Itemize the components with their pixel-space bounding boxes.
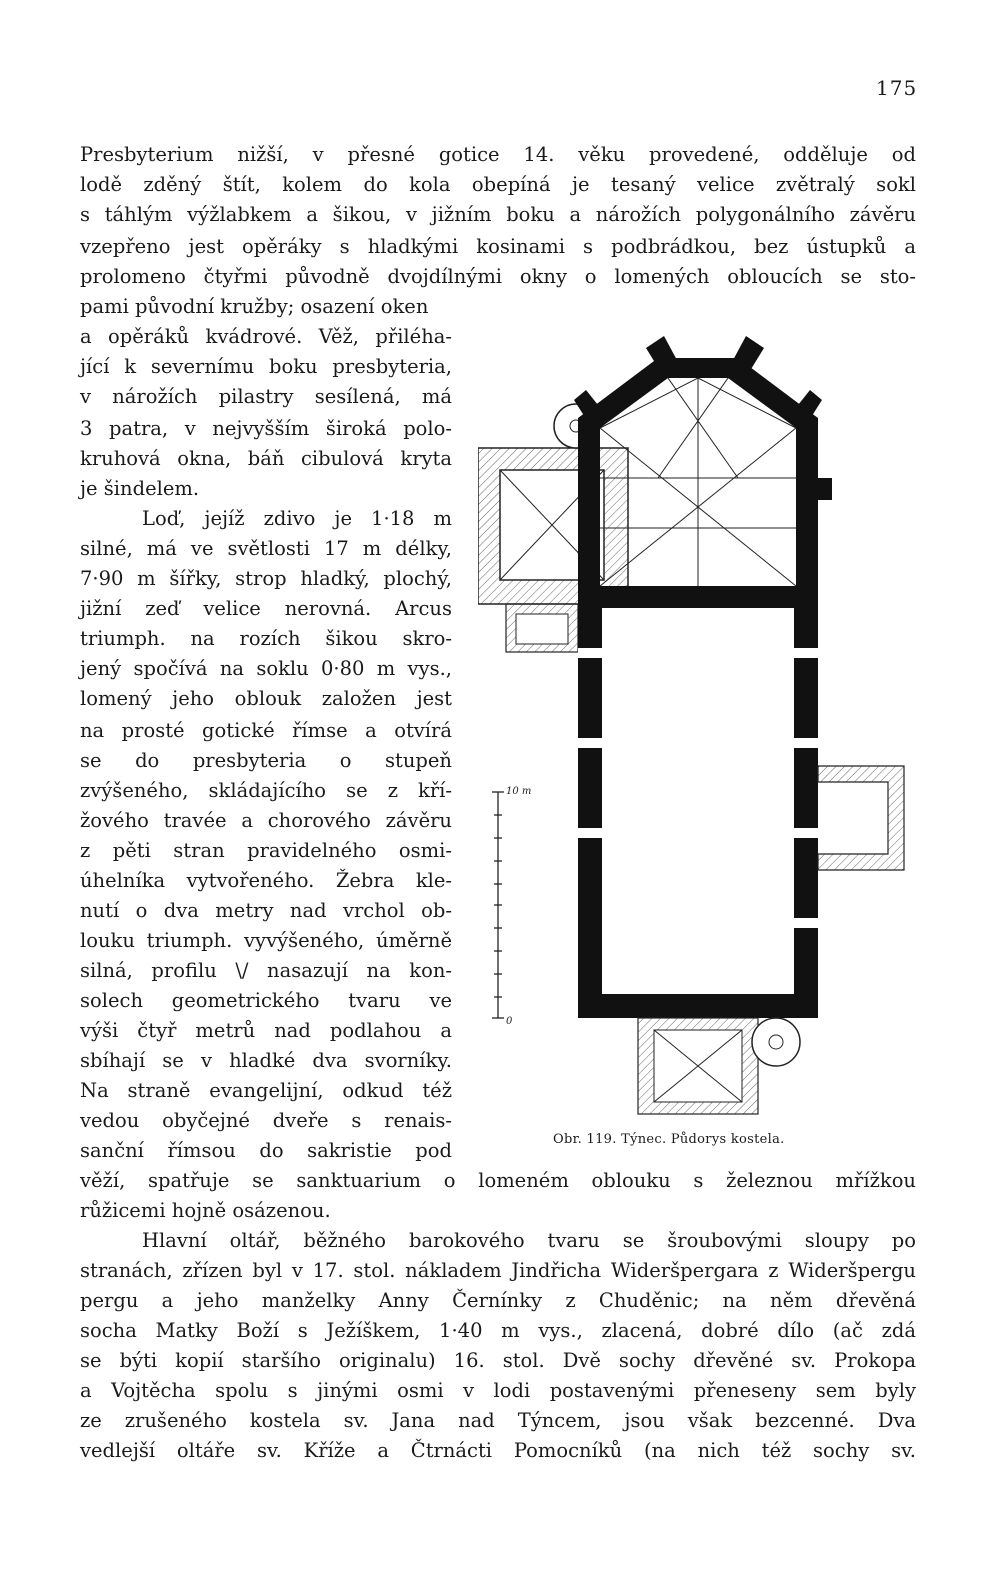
text-line: v nárožích pilastry sesílená, má: [80, 385, 452, 408]
text-line: vedou obyčejné dveře s renais-: [80, 1109, 452, 1132]
text-line: socha Matky Boží s Ježíškem, 1·40 m vys., zlacená, dobré dílo (ač zdá: [80, 1319, 916, 1342]
buttress: [818, 478, 832, 500]
figure-caption: Obr. 119. Týnec. Půdorys kostela.: [553, 1132, 785, 1147]
text-line: věží, spatřuje se sanktuarium o lomeném oblouku s železnou mřížkou: [80, 1169, 916, 1192]
text-line: vedlejší oltáře sv. Kříže a Čtrnácti Pomocníků (na nich též sochy sv.: [80, 1439, 916, 1462]
text-line: se býti kopií staršího originalu) 16. stol. Dvě sochy dřevěné sv. Prokopa: [80, 1349, 916, 1372]
text-line: nutí o dva metry nad vrchol ob-: [80, 899, 452, 922]
text-line: se do presbyteria o stupeň: [80, 749, 452, 772]
text-line: sbíhají se v hladké dva svorníky.: [80, 1049, 452, 1072]
church-floor-plan: [478, 318, 914, 1124]
vault-ribs: [600, 378, 796, 586]
text-line: silná, profilu \/ nasazují na kon-: [80, 959, 452, 982]
text-line: s táhlým výžlabkem a šikou, v jižním boku a nárožích polygonálního závěru: [80, 203, 916, 226]
text-line: 3 patra, v nejvyšším široká polo-: [80, 417, 452, 440]
text-line: růžicemi hojně osázenou.: [80, 1199, 331, 1222]
nave-windows: [578, 648, 818, 928]
text-line: Na straně evangelijní, odkud též: [80, 1079, 452, 1102]
nave-walls: [578, 586, 818, 1018]
text-line: kruhová okna, báň cibulová kryta: [80, 447, 452, 470]
text-line: úhelníka vytvořeného. Žebra kle-: [80, 869, 452, 892]
page-number: 175: [876, 76, 918, 100]
text-line: jižní zeď velice nerovná. Arcus: [80, 597, 452, 620]
text-line: zvýšeného, skládajícího se z kří-: [80, 779, 452, 802]
south-porch: [818, 766, 904, 870]
scale-label-bottom: 0: [506, 1016, 513, 1027]
scale-label-top: 10 m: [506, 786, 532, 797]
text-line: stranách, zřízen byl v 17. stol. nákladem Jindřicha Wideršpergara z Wideršpergu: [80, 1259, 916, 1282]
text-line: louku triumph. vyvýšeného, úměrně: [80, 929, 452, 952]
text-line: jený spočívá na soklu 0·80 m vys.,: [80, 657, 452, 680]
text-line: a opěráků kvádrové. Věž, přiléha-: [80, 325, 452, 348]
text-line: pergu a jeho manželky Anny Černínky z Chuděnic; na něm dřevěná: [80, 1289, 916, 1312]
text-line: lodě zděný štít, kolem do kola obepíná je tesaný velice zvětralý sokl: [80, 173, 916, 196]
text-line: sanční římsou do sakristie pod: [80, 1139, 452, 1162]
text-line: lomený jeho oblouk založen jest: [80, 687, 452, 710]
text-line: vzepřeno jest opěráky s hladkými kosinami s podbrádkou, bez ústupků a: [80, 235, 916, 258]
west-stair: [752, 1018, 800, 1066]
text-line: prolomeno čtyřmi původně dvojdílnými okny o lomených obloucích se sto-: [80, 265, 916, 288]
text-line: triumph. na rozích šikou skro-: [80, 627, 452, 650]
text-line: na prosté gotické římse a otvírá: [80, 719, 452, 742]
text-line: výši čtyř metrů nad podlahou a: [80, 1019, 452, 1042]
text-line: je šindelem.: [80, 477, 200, 500]
text-line: Presbyterium nižší, v přesné gotice 14. věku provedené, odděluje od: [80, 143, 916, 166]
text-line: žového travée a chorového závěru: [80, 809, 452, 832]
text-line: Loď, jejíž zdivo je 1·18 m: [142, 507, 452, 530]
text-line: Hlavní oltář, běžného barokového tvaru se šroubovými sloupy po: [142, 1229, 916, 1252]
text-line: a Vojtěcha spolu s jinými osmi v lodi postavenými přeneseny sem byly: [80, 1379, 916, 1402]
text-line: ze zrušeného kostela sv. Jana nad Týncem, jsou však bezcenné. Dva: [80, 1409, 916, 1432]
text-line: jící k severnímu boku presbyteria,: [80, 355, 452, 378]
text-line: silné, má ve světlosti 17 m délky,: [80, 537, 452, 560]
text-line: solech geometrického tvaru ve: [80, 989, 452, 1012]
text-line: 7·90 m šířky, strop hladký, plochý,: [80, 567, 452, 590]
scale-bar: [492, 792, 504, 1018]
text-line: pami původní kružby; osazení oken: [80, 295, 429, 318]
text-line: z pěti stran pravidelného osmi-: [80, 839, 452, 862]
